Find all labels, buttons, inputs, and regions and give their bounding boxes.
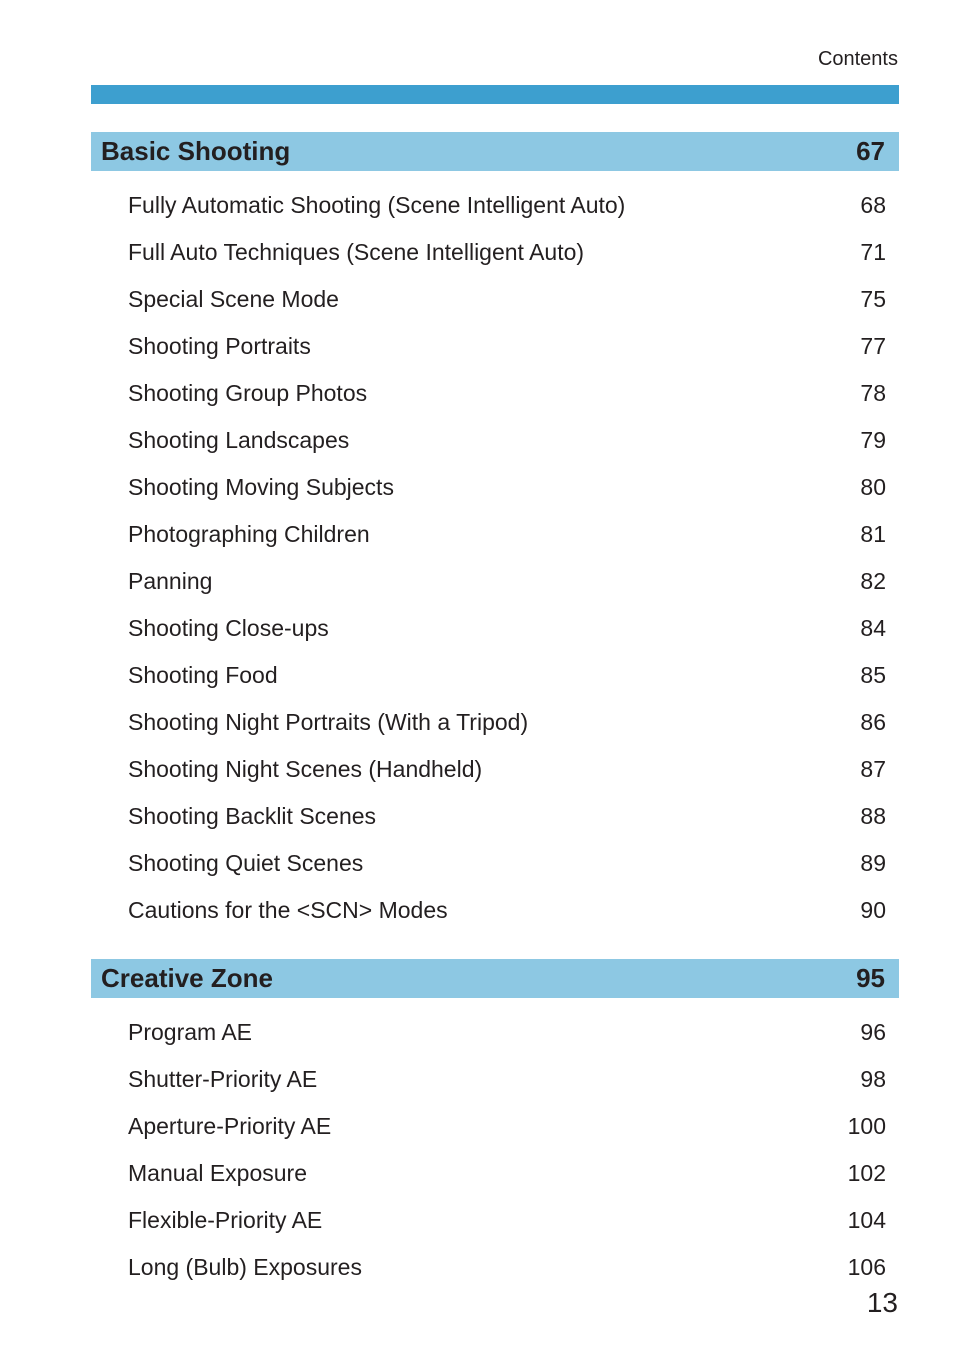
toc-entry[interactable] [128,793,886,840]
entry-title: Flexible-Priority AE [128,1207,323,1233]
entry-page: 68 [860,192,886,218]
entry-page: 78 [860,380,886,406]
entry-page: 77 [860,333,886,359]
entry-title: Special Scene Mode [128,286,339,312]
top-rule [91,85,899,104]
entry-title: Aperture-Priority AE [128,1113,332,1139]
entry-page: 102 [847,1160,886,1186]
entry-title: Shooting Quiet Scenes [128,850,364,876]
toc-entry[interactable] [128,323,886,370]
entry-page: 104 [847,1207,886,1233]
entry-title: Shooting Moving Subjects [128,474,394,500]
entry-page: 82 [860,568,886,594]
entry-title: Shooting Landscapes [128,427,350,453]
entry-title: Shooting Portraits [128,333,311,359]
entry-page: 100 [847,1113,886,1139]
toc-entry[interactable] [128,1197,886,1244]
section-title: Basic Shooting [101,136,291,166]
entry-page: 75 [860,286,886,312]
toc-entry[interactable] [128,605,886,652]
entry-title: Photographing Children [128,521,370,547]
toc-list-creative-zone [128,1009,886,1291]
entry-title: Full Auto Techniques (Scene Intelligent Auto) [128,239,585,265]
section-title: Creative Zone [101,963,273,993]
entry-title: Program AE [128,1019,252,1045]
entry-title: Long (Bulb) Exposures [128,1254,362,1280]
entry-page: 96 [860,1019,886,1045]
entry-title: Shooting Night Portraits (With a Tripod) [128,709,529,735]
page-number: 13 [866,1287,898,1318]
entry-page: 90 [860,897,886,923]
entry-page: 85 [860,662,886,688]
toc-entry[interactable] [128,1150,886,1197]
entry-page: 84 [860,615,886,641]
entry-title: Shutter-Priority AE [128,1066,318,1092]
toc-entry[interactable] [128,511,886,558]
entry-title: Shooting Group Photos [128,380,368,406]
toc-entry[interactable] [128,652,886,699]
entry-page: 80 [860,474,886,500]
section-page: 67 [856,136,885,166]
toc-entry[interactable] [128,746,886,793]
running-head-title: Contents [817,48,898,70]
toc-entry[interactable] [128,1244,886,1291]
entry-title: Shooting Close-ups [128,615,329,641]
entry-title: Cautions for the <SCN> Modes [128,897,448,923]
entry-title: Shooting Night Scenes (Handheld) [128,756,483,782]
toc-entry[interactable] [128,276,886,323]
entry-page: 87 [860,756,886,782]
toc-entry[interactable] [128,182,886,229]
entry-page: 98 [860,1066,886,1092]
toc-entry[interactable] [128,417,886,464]
entry-page: 88 [860,803,886,829]
toc-entry[interactable] [128,1103,886,1150]
toc-entry[interactable] [128,1009,886,1056]
toc-entry[interactable] [128,887,886,934]
toc-entry[interactable] [128,840,886,887]
entry-title: Manual Exposure [128,1160,307,1186]
toc-entry[interactable] [128,229,886,276]
section-header-creative-zone [91,959,899,998]
entry-page: 89 [860,850,886,876]
entry-page: 81 [860,521,886,547]
toc-entry[interactable] [128,699,886,746]
section-header-basic-shooting [91,132,899,171]
section-page: 95 [856,963,885,993]
toc-entry[interactable] [128,464,886,511]
entry-title: Shooting Backlit Scenes [128,803,377,829]
toc-list-basic-shooting [128,182,886,934]
entry-page: 79 [860,427,886,453]
entry-title: Fully Automatic Shooting (Scene Intelligent Auto) [128,192,626,218]
toc-entry[interactable] [128,1056,886,1103]
entry-page: 71 [860,239,886,265]
entry-page: 86 [860,709,886,735]
toc-entry[interactable] [128,370,886,417]
entry-title: Panning [128,568,213,594]
entry-page: 106 [847,1254,886,1280]
toc-entry[interactable] [128,558,886,605]
entry-title: Shooting Food [128,662,278,688]
